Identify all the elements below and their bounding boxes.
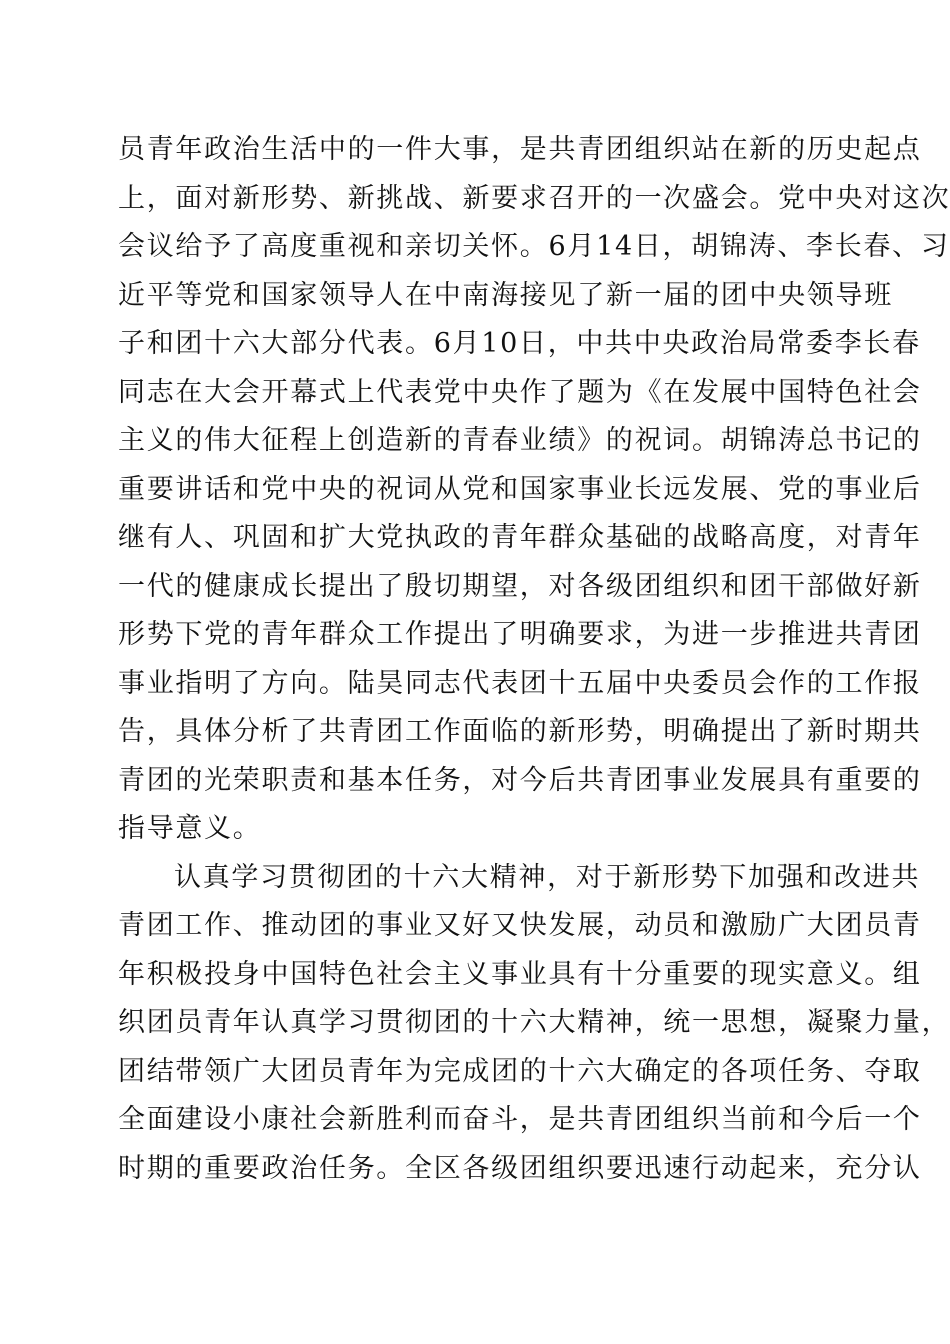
text-line: 近平等党和国家领导人在中南海接见了新一届的团中央领导班 <box>118 279 893 311</box>
text-line: 青团工作、推动团的事业又好又快发展，动员和激励广大团员青 <box>118 910 922 941</box>
paragraph-2 <box>118 854 950 1194</box>
document-body <box>118 126 950 1193</box>
text-line: 重要讲话和党中央的祝词从党和国家事业长远发展、党的事业后 <box>118 473 922 505</box>
text-line: 子和团十六大部分代表。6月10日，中共中央政治局常委李长春 <box>118 328 921 359</box>
text-line: 员青年政治生活中的一件大事，是共青团组织站在新的历史起点 <box>118 134 922 165</box>
text-line: 形势下党的青年群众工作提出了明确要求，为进一步推进共青团 <box>118 619 922 650</box>
text-line: 全面建设小康社会新胜利而奋斗，是共青团组织当前和今后一个 <box>118 1104 922 1135</box>
text-line: 事业指明了方向。陆昊同志代表团十五届中央委员会作的工作报 <box>118 667 922 699</box>
text-line: 时期的重要政治任务。全区各级团组织要迅速行动起来，充分认 <box>118 1152 922 1184</box>
text-line: 认真学习贯彻团的十六大精神，对于新形势下加强和改进共 <box>174 861 921 893</box>
text-line: 主义的伟大征程上创造新的青春业绩》的祝词。胡锦涛总书记的 <box>118 425 922 456</box>
text-line: 继有人、巩固和扩大党执政的青年群众基础的战略高度，对青年 <box>118 522 922 553</box>
text-line: 一代的健康成长提出了殷切期望，对各级团组织和团干部做好新 <box>118 570 922 602</box>
text-line: 织团员青年认真学习贯彻团的十六大精神，统一思想，凝聚力量， <box>118 1007 950 1038</box>
text-line: 上，面对新形势、新挑战、新要求召开的一次盛会。党中央对这次 <box>118 182 950 214</box>
text-line: 青团的光荣职责和基本任务，对今后共青团事业发展具有重要的 <box>118 764 922 796</box>
paragraph-1 <box>118 126 950 854</box>
text-line: 会议给予了高度重视和亲切关怀。6月14日，胡锦涛、李长春、习 <box>118 231 950 262</box>
text-line: 团结带领广大团员青年为完成团的十六大确定的各项任务、夺取 <box>118 1055 922 1087</box>
text-line: 同志在大会开幕式上代表党中央作了题为《在发展中国特色社会 <box>118 376 922 408</box>
text-line: 告，具体分析了共青团工作面临的新形势，明确提出了新时期共 <box>118 716 922 747</box>
text-line: 指导意义。 <box>118 813 262 844</box>
text-line: 年积极投身中国特色社会主义事业具有十分重要的现实意义。组 <box>118 958 922 990</box>
